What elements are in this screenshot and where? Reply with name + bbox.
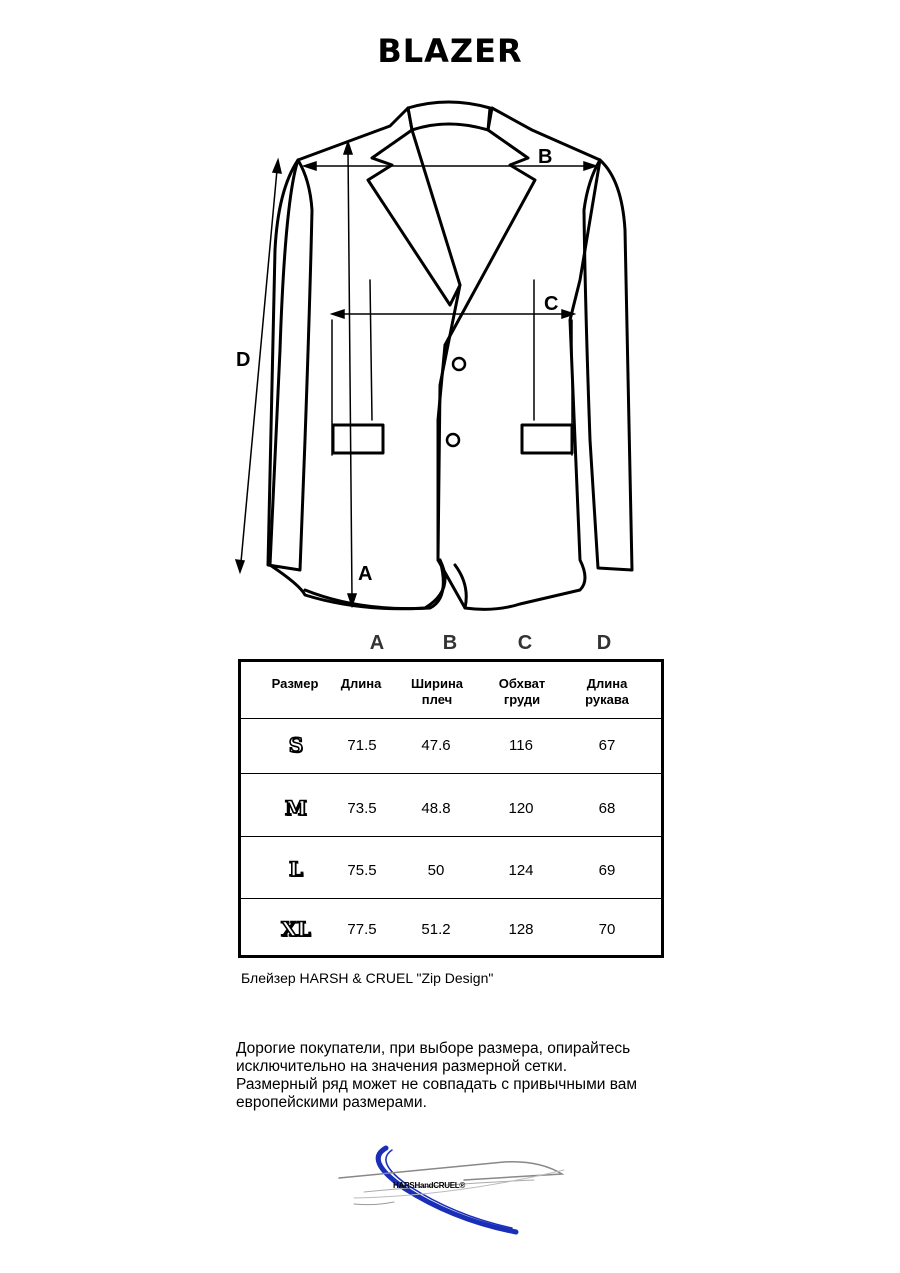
label-c: C: [544, 293, 559, 315]
label-d: D: [236, 349, 251, 371]
cell-sleeve: 67: [598, 737, 616, 754]
product-caption: Блейзер HARSH & CRUEL "Zip Design": [241, 970, 494, 986]
col-letter-c: C: [517, 632, 533, 654]
label-a: A: [358, 563, 373, 585]
brand-logo: [334, 1140, 574, 1240]
size-label: S: [288, 733, 304, 757]
seam-left: [332, 280, 372, 455]
blazer-diagram: [0, 90, 900, 620]
cell-chest: 120: [508, 800, 534, 817]
pocket-right: [522, 425, 572, 453]
table-header-row: [241, 662, 661, 719]
table-row: [241, 837, 661, 899]
header-length: Длина: [340, 676, 382, 691]
front-edge: [438, 345, 445, 560]
table-row: [241, 899, 661, 955]
size-label: M: [284, 796, 308, 820]
page-title: BLAZER: [377, 32, 523, 70]
size-label: XL: [281, 917, 311, 941]
header-chest: Обхват груди: [498, 676, 546, 707]
cell-shoulders: 51.2: [421, 921, 451, 938]
cell-shoulders: 47.6: [421, 737, 451, 754]
cell-length: 75.5: [347, 862, 377, 879]
pocket-left: [333, 425, 383, 453]
cell-sleeve: 70: [598, 921, 616, 938]
left-lapel: [368, 130, 460, 305]
note-line: Размерный ряд может не совпадать с привычными вам: [236, 1076, 638, 1093]
size-note: [236, 1040, 637, 1112]
cell-shoulders: 48.8: [421, 800, 451, 817]
size-label: L: [288, 857, 304, 881]
button-bottom: [447, 434, 459, 446]
cell-chest: 124: [508, 862, 534, 879]
header-sleeve: Длина рукава: [585, 676, 629, 707]
cell-chest: 116: [509, 737, 533, 754]
header-size: Размер: [271, 676, 319, 691]
button-top: [453, 358, 465, 370]
arrow-a: [348, 150, 352, 598]
cell-length: 73.5: [347, 800, 377, 817]
cell-shoulders: 50: [427, 862, 445, 879]
header-shoulders: Ширина плеч: [410, 676, 464, 707]
collar-back: [408, 102, 490, 130]
logo-text: HARSHandCRUEL®: [393, 1181, 465, 1190]
left-sleeve: [268, 160, 312, 570]
col-letter-a: A: [369, 632, 385, 654]
table-row: [241, 719, 661, 774]
cell-sleeve: 68: [598, 800, 616, 817]
note-line: европейскими размерами.: [236, 1094, 427, 1111]
note-line: исключительно на значения размерной сетки.: [236, 1058, 568, 1075]
cell-chest: 128: [508, 921, 534, 938]
cell-length: 71.5: [347, 737, 377, 754]
table-row: [241, 774, 661, 837]
note-line: Дорогие покупатели, при выборе размера, опирайтесь: [236, 1040, 631, 1057]
col-letter-d: D: [596, 632, 612, 654]
col-letter-b: B: [442, 632, 458, 654]
body-outline: [270, 108, 600, 609]
cell-length: 77.5: [347, 921, 377, 938]
cell-sleeve: 69: [598, 862, 616, 879]
right-lapel: [445, 130, 535, 345]
size-table: [238, 659, 664, 958]
label-b: B: [538, 146, 553, 168]
